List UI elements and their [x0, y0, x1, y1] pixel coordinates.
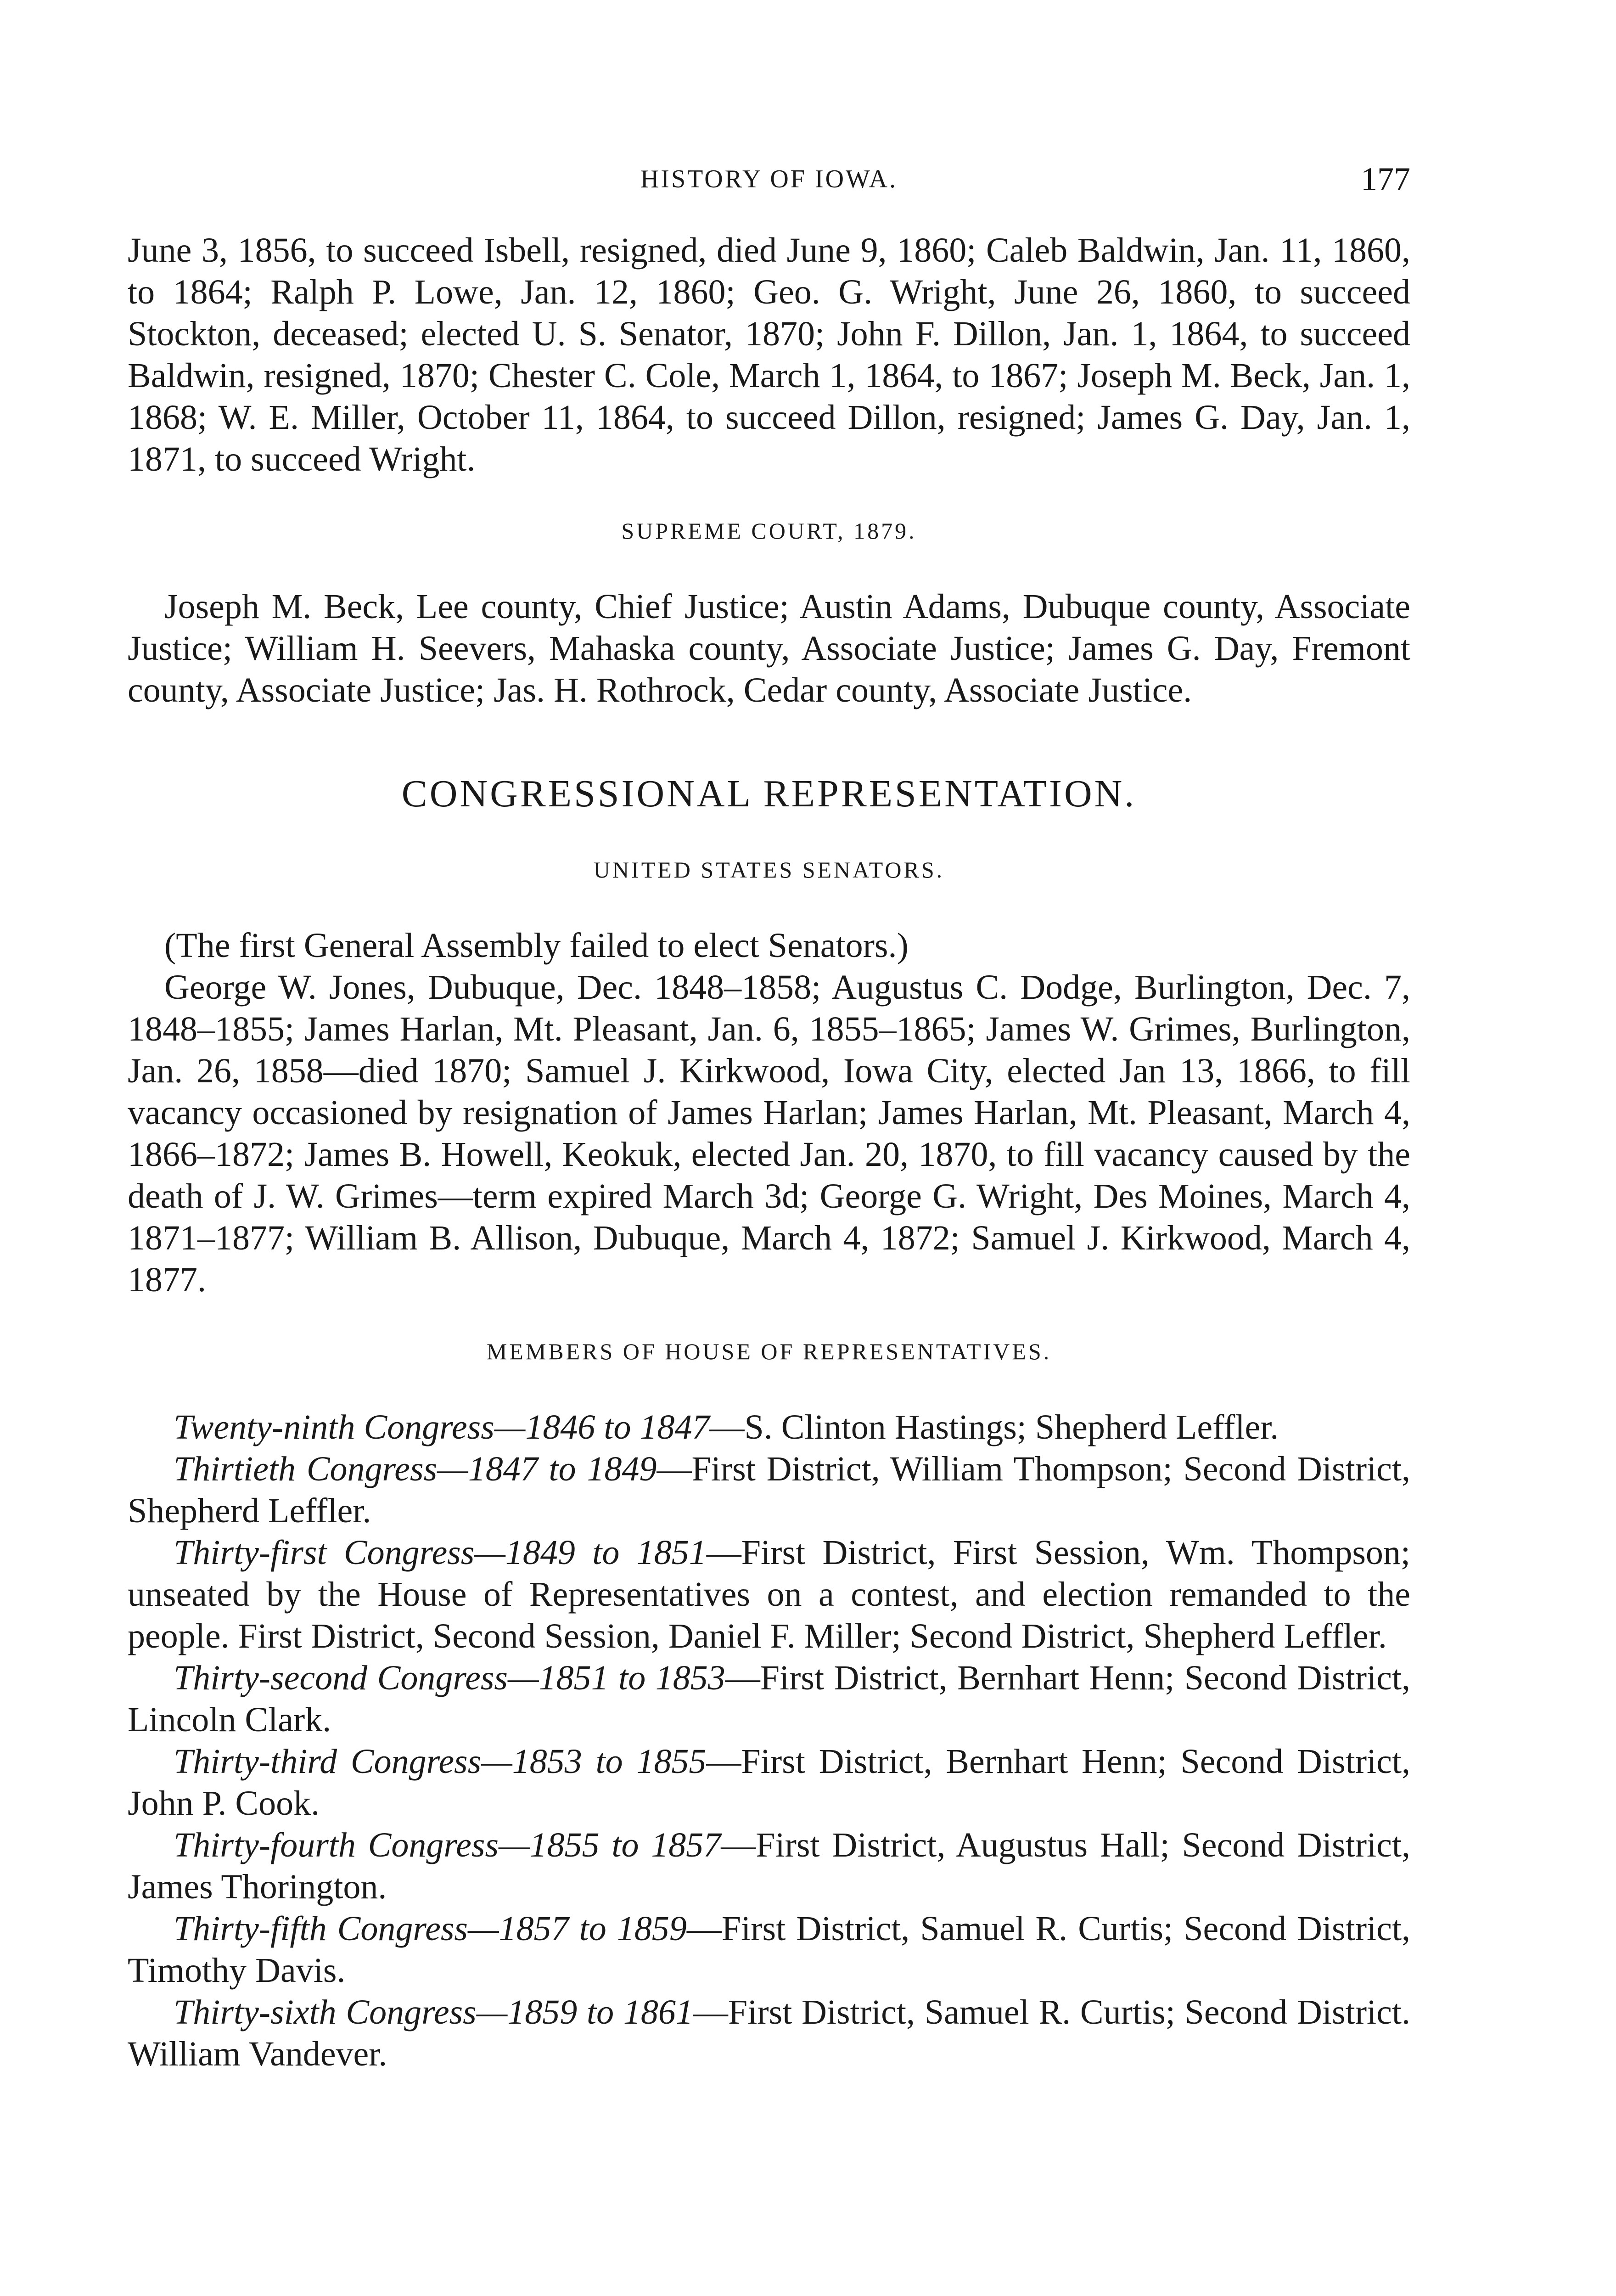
congress-text: —First District, Bernhart Henn; Second District, John P. Cook.: [128, 1742, 1410, 1823]
running-title: HISTORY OF IOWA.: [640, 165, 898, 193]
house-heading: MEMBERS OF HOUSE OF REPRESENTATIVES.: [486, 1339, 1052, 1364]
supreme-court-heading: SUPREME COURT, 1879.: [621, 518, 917, 544]
congress-entry: [128, 1824, 1410, 1908]
congress-text: —First District, William Thompson; Second District, Shepherd Leffler.: [128, 1450, 1410, 1530]
congress-label: Thirty-first Congress—1849 to 1851: [174, 1533, 707, 1572]
senators-paragraph: George W. Jones, Dubuque, Dec. 1848–1858; Augustus C. Dodge, Burlington, Dec. 7, 1848–1855; James Harlan, Mt. Pleasant, Jan. 6, 1855–1865; James W. Grimes, Burlington, Jan. 26, 1858—died 1870; Samuel J. Kirkwood, Iowa City, elected Jan 13, 1866, to fill vacancy occasioned by resignation of James Harlan; James Harlan, Mt. Pleasant, March 4, 1866–1872; James B. Howell, Keokuk, elected Jan. 20, 1870, to fill vacancy caused by the death of J. W. Grimes—term expired March 3d; George G. Wright, Des Moines, March 4, 1871–1877; William B. Allison, Dubuque, March 4, 1872; Samuel J. Kirkwood, March 4, 1877.: [128, 968, 1410, 1299]
congress-label: Thirty-third Congress—1853 to 1855: [174, 1742, 707, 1781]
congress-label: Twenty-ninth Congress—1846 to 1847: [174, 1408, 710, 1446]
congress-label: Thirty-second Congress—1851 to 1853: [174, 1659, 725, 1697]
congress-entry: [128, 1532, 1410, 1657]
senators-note: (The first General Assembly failed to elect Senators.): [164, 926, 909, 965]
congress-label: Thirty-sixth Congress—1859 to 1861: [174, 1993, 693, 2032]
congress-entry: [128, 1407, 1410, 1448]
page-number: 177: [1361, 161, 1410, 197]
body-text: [128, 230, 1410, 2075]
congress-text: —First District, First Session, Wm. Thompson; unseated by the House of Representatives on a contest, and election remanded to the people. First District, Second Session, Daniel F. Miller; Second District, Shepherd Leffler.: [128, 1533, 1411, 1655]
congress-text: —S. Clinton Hastings; Shepherd Leffler.: [709, 1408, 1279, 1446]
senators-heading: UNITED STATES SENATORS.: [593, 857, 945, 883]
congress-label: Thirty-fifth Congress—1857 to 1859: [174, 1909, 687, 1948]
supreme-court-paragraph: Joseph M. Beck, Lee county, Chief Justice; Austin Adams, Dubuque county, Associate Justice; William H. Seevers, Mahaska county, Associate Justice; James G. Day, Fremont county, Associate Justice; Jas. H. Rothrock, Cedar county, Associate Justice.: [128, 587, 1410, 709]
congress-text: —First District, Samuel R. Curtis; Second District, Timothy Davis.: [128, 1909, 1410, 1990]
judges-paragraph: June 3, 1856, to succeed Isbell, resigned, died June 9, 1860; Caleb Baldwin, Jan. 11, 1860, to 1864; Ralph P. Lowe, Jan. 12, 1860; Geo. G. Wright, June 26, 1860, to succeed Stockton, deceased; elected U. S. Senator, 1870; John F. Dillon, Jan. 1, 1864, to succeed Baldwin, resigned, 1870; Chester C. Cole, March 1, 1864, to 1867; Joseph M. Beck, Jan. 1, 1868; W. E. Miller, October 11, 1864, to succeed Dillon, resigned; James G. Day, Jan. 1, 1871, to succeed Wright.: [128, 231, 1410, 478]
congress-text: —First District, Augustus Hall; Second District, James Thorington.: [128, 1826, 1410, 1906]
congress-entry: [128, 1992, 1410, 2075]
congress-entry: [128, 1448, 1410, 1532]
congress-entry: [128, 1908, 1410, 1992]
congress-label: Thirty-fourth Congress—1855 to 1857: [174, 1826, 721, 1864]
running-header: [128, 158, 1410, 200]
section-title: CONGRESSIONAL REPRESENTATION.: [401, 772, 1137, 815]
congress-text: —First District, Bernhart Henn; Second District, Lincoln Clark.: [128, 1659, 1410, 1739]
congress-entry: [128, 1657, 1410, 1741]
congress-label: Thirtieth Congress—1847 to 1849: [174, 1450, 657, 1488]
congress-entry: [128, 1741, 1410, 1824]
congress-text: —First District, Samuel R. Curtis; Second District. William Vandever.: [128, 1993, 1410, 2073]
